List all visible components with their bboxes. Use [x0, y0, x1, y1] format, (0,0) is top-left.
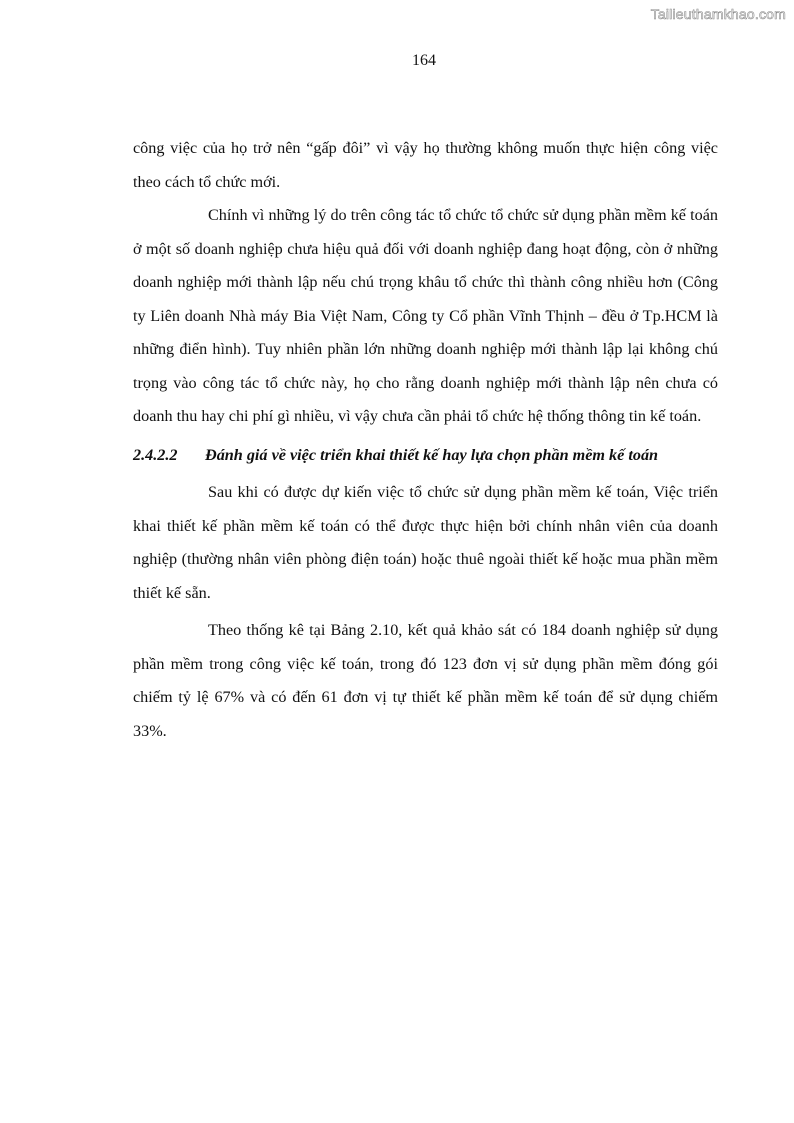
paragraph-reasons: Chính vì những lý do trên công tác tổ chức tổ chức sử dụng phần mềm kế toán ở một số doanh nghiệp chưa hiệu quả đối với doanh nghiệp đang hoạt động, còn ở những doanh nghiệp mới thành lập nếu chú trọng khâu tổ chức thì thành công nhiều hơn (Công ty Liên doanh Nhà máy Bia Việt Nam, Công ty Cổ phần Vĩnh Thịnh – đều ở Tp.HCM là những điển hình). Tuy nhiên phần lớn những doanh nghiệp mới thành lập lại không chú trọng vào công tác tổ chức này, họ cho rằng doanh nghiệp mới thành lập nên chưa có doanh thu hay chi phí gì nhiều, vì vậy chưa cần phải tổ chức hệ thống thông tin kế toán. [133, 206, 718, 425]
watermark: Tailieuthamkhao.com [650, 6, 786, 22]
section-heading [133, 439, 718, 473]
paragraph-continuation: công việc của họ trở nên “gấp đôi” vì vậy họ thường không muốn thực hiện công việc theo cách tổ chức mới. [133, 139, 718, 191]
page-body [133, 132, 718, 748]
page-number: 164 [412, 52, 436, 69]
section-title: Đánh giá về việc triển khai thiết kế hay lựa chọn phần mềm kế toán [205, 445, 659, 464]
section-number: 2.4.2.2 [133, 445, 178, 464]
paragraph-implementation: Sau khi có được dự kiến việc tổ chức sử dụng phần mềm kế toán, Việc triển khai thiết kế phần mềm kế toán có thể được thực hiện bởi chính nhân viên của doanh nghiệp (thường nhân viên phòng điện toán) hoặc thuê ngoài thiết kế hoặc mua phần mềm thiết kế sẵn. [133, 483, 718, 602]
paragraph-statistics: Theo thống kê tại Bảng 2.10, kết quả khảo sát có 184 doanh nghiệp sử dụng phần mềm trong công việc kế toán, trong đó 123 đơn vị sử dụng phần mềm đóng gói chiếm tỷ lệ 67% và có đến 61 đơn vị tự thiết kế phần mềm kế toán để sử dụng chiếm 33%. [133, 621, 718, 740]
